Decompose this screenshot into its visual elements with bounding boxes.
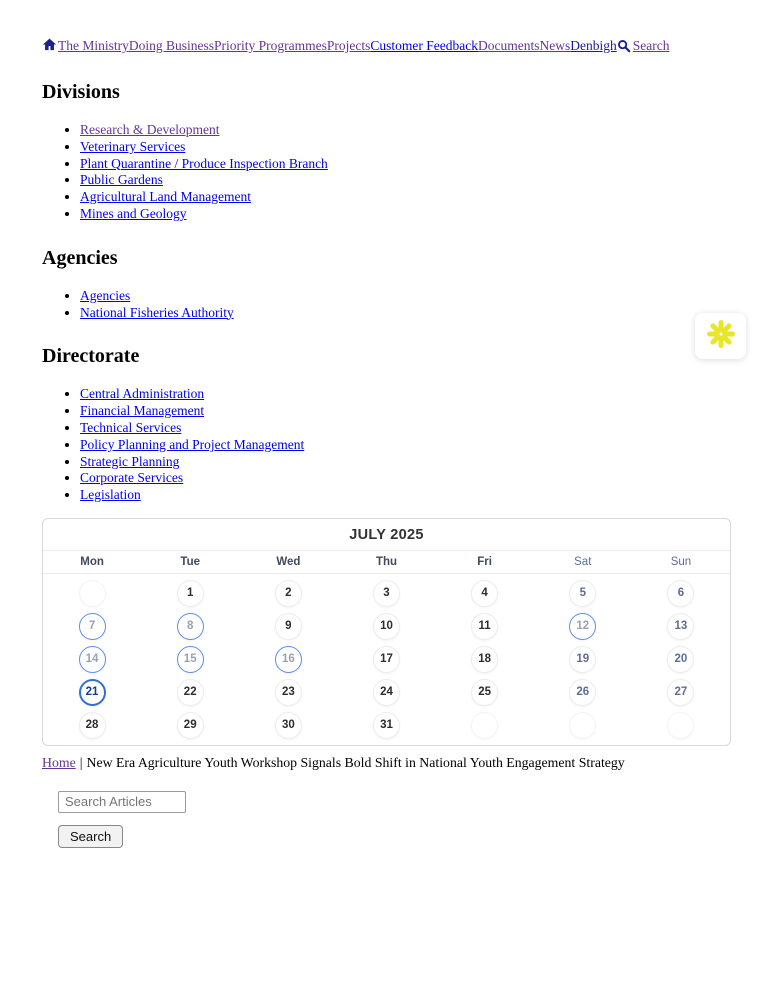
list-item bbox=[80, 122, 731, 139]
link-financial-management[interactable]: Financial Management bbox=[80, 403, 205, 419]
list-item bbox=[80, 305, 731, 322]
list-item bbox=[80, 487, 731, 504]
link-corporate-services[interactable]: Corporate Services bbox=[80, 470, 184, 486]
day-28[interactable]: 28 bbox=[79, 712, 106, 739]
link-national-fisheries-authority[interactable]: National Fisheries Authority bbox=[80, 304, 234, 320]
day-15[interactable]: 15 bbox=[177, 646, 204, 673]
nav-link-projects[interactable]: Projects bbox=[326, 38, 371, 53]
nav-link-the-ministry[interactable]: The Ministry bbox=[58, 38, 129, 53]
search-icon bbox=[617, 39, 631, 57]
day-11[interactable]: 11 bbox=[471, 613, 498, 640]
list-item bbox=[80, 206, 731, 223]
day-26[interactable]: 26 bbox=[569, 679, 596, 706]
day-empty bbox=[471, 712, 498, 739]
day-29[interactable]: 29 bbox=[177, 712, 204, 739]
day-empty bbox=[569, 712, 596, 739]
list-item bbox=[80, 403, 731, 420]
day-25[interactable]: 25 bbox=[471, 679, 498, 706]
link-veterinary-services[interactable]: Veterinary Services bbox=[80, 138, 186, 154]
day-23[interactable]: 23 bbox=[275, 679, 302, 706]
day-19[interactable]: 19 bbox=[569, 646, 596, 673]
list-item bbox=[80, 420, 731, 437]
link-central-administration[interactable]: Central Administration bbox=[80, 386, 205, 402]
day-4[interactable]: 4 bbox=[471, 580, 498, 607]
nav-search-link[interactable] bbox=[617, 38, 670, 53]
list-item bbox=[80, 172, 731, 189]
section-heading-agencies: Agencies bbox=[42, 246, 118, 269]
day-27[interactable]: 27 bbox=[667, 679, 694, 706]
section-list-directorate bbox=[42, 386, 731, 504]
nav-link-news[interactable]: News bbox=[539, 38, 571, 53]
weekday-sat: Sat bbox=[574, 555, 592, 568]
nav-link-priority-programmes[interactable]: Priority Programmes bbox=[214, 38, 327, 53]
breadcrumb-separator: | bbox=[79, 754, 83, 770]
day-20[interactable]: 20 bbox=[667, 646, 694, 673]
link-sections bbox=[42, 81, 731, 504]
link-strategic-planning[interactable]: Strategic Planning bbox=[80, 453, 180, 469]
article-search-button[interactable]: Search bbox=[58, 825, 123, 848]
link-legislation[interactable]: Legislation bbox=[80, 487, 141, 503]
day-24[interactable]: 24 bbox=[373, 679, 400, 706]
breadcrumb bbox=[42, 755, 731, 771]
day-12[interactable]: 12 bbox=[569, 613, 596, 640]
list-item bbox=[80, 470, 731, 487]
nav-link-documents[interactable]: Documents bbox=[478, 38, 540, 53]
nav-link-customer-feedback[interactable]: Customer Feedback bbox=[370, 38, 478, 53]
link-agencies[interactable]: Agencies bbox=[80, 287, 131, 303]
link-technical-services[interactable]: Technical Services bbox=[80, 419, 182, 435]
day-30[interactable]: 30 bbox=[275, 712, 302, 739]
link-public-gardens[interactable]: Public Gardens bbox=[80, 172, 163, 188]
day-14[interactable]: 14 bbox=[79, 646, 106, 673]
day-empty bbox=[667, 712, 694, 739]
nav-links bbox=[58, 38, 617, 53]
list-item bbox=[80, 288, 731, 305]
article-search-form bbox=[58, 791, 731, 848]
day-1[interactable]: 1 bbox=[177, 580, 204, 607]
weekday-mon: Mon bbox=[80, 555, 104, 568]
section-heading-directorate: Directorate bbox=[42, 345, 140, 368]
list-item bbox=[80, 139, 731, 156]
asterisk-icon bbox=[705, 318, 737, 355]
weekday-thu: Thu bbox=[375, 555, 398, 568]
section-list-agencies bbox=[42, 288, 731, 322]
weekday-wed: Wed bbox=[276, 555, 301, 568]
day-6[interactable]: 6 bbox=[667, 580, 694, 607]
link-research-development[interactable]: Research & Development bbox=[80, 122, 220, 137]
day-7[interactable]: 7 bbox=[79, 613, 106, 640]
home-link[interactable]: Home bbox=[42, 754, 76, 770]
list-item bbox=[80, 156, 731, 173]
day-3[interactable]: 3 bbox=[373, 580, 400, 607]
day-16[interactable]: 16 bbox=[275, 646, 302, 673]
list-item bbox=[80, 454, 731, 471]
nav-link-denbigh[interactable]: Denbigh bbox=[570, 38, 617, 53]
day-22[interactable]: 22 bbox=[177, 679, 204, 706]
link-policy-planning-and-project-management[interactable]: Policy Planning and Project Management bbox=[80, 436, 305, 452]
day-17[interactable]: 17 bbox=[373, 646, 400, 673]
section-heading-divisions: Divisions bbox=[42, 81, 120, 103]
day-empty bbox=[79, 580, 106, 607]
section-list-divisions bbox=[42, 122, 731, 223]
weekday-tue: Tue bbox=[180, 555, 200, 568]
day-2[interactable]: 2 bbox=[275, 580, 302, 607]
day-8[interactable]: 8 bbox=[177, 613, 204, 640]
breadcrumb-page-title: New Era Agriculture Youth Workshop Signals Bold Shift in National Youth Engagement Strategy bbox=[86, 754, 625, 770]
day-13[interactable]: 13 bbox=[667, 613, 694, 640]
nav-search-label: Search bbox=[632, 38, 670, 53]
weekday-sun: Sun bbox=[670, 555, 692, 568]
day-18[interactable]: 18 bbox=[471, 646, 498, 673]
article-search-input[interactable] bbox=[58, 791, 186, 813]
calendar-grid bbox=[43, 574, 730, 745]
list-item bbox=[80, 386, 731, 403]
events-calendar bbox=[42, 518, 731, 746]
day-9[interactable]: 9 bbox=[275, 613, 302, 640]
day-5[interactable]: 5 bbox=[569, 580, 596, 607]
link-plant-quarantine-produce-inspection-branch[interactable]: Plant Quarantine / Produce Inspection Branch bbox=[80, 155, 328, 171]
nav-link-doing-business[interactable]: Doing Business bbox=[128, 38, 215, 53]
home-icon[interactable] bbox=[42, 37, 57, 56]
day-31[interactable]: 31 bbox=[373, 712, 400, 739]
list-item bbox=[80, 189, 731, 206]
accessibility-widget-button[interactable] bbox=[695, 313, 746, 359]
list-item bbox=[80, 437, 731, 454]
calendar-weekday-row bbox=[43, 551, 730, 574]
day-10[interactable]: 10 bbox=[373, 613, 400, 640]
weekday-fri: Fri bbox=[477, 555, 492, 568]
day-21[interactable]: 21 bbox=[79, 679, 106, 706]
top-nav bbox=[42, 37, 731, 57]
calendar-title: JULY 2025 bbox=[43, 519, 730, 551]
link-agricultural-land-management[interactable]: Agricultural Land Management bbox=[80, 189, 251, 205]
link-mines-and-geology[interactable]: Mines and Geology bbox=[80, 205, 187, 221]
